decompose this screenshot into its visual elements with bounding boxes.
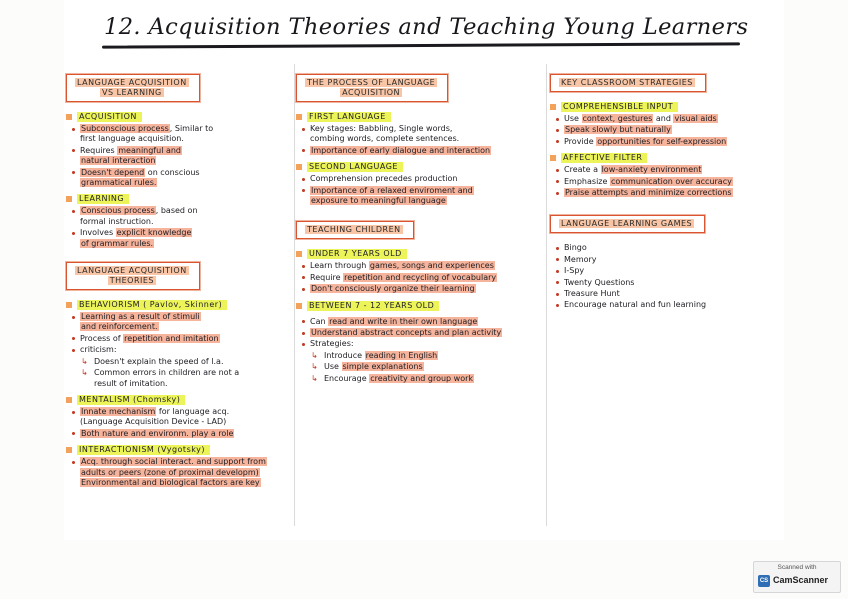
heading-language-games: LANGUAGE LEARNING GAMES <box>550 215 705 233</box>
subheading-under-7: UNDER 7 YEARS OLD <box>296 249 544 259</box>
list-item: Conscious process, based on formal instruction. <box>80 206 294 227</box>
heading-teaching-children: TEACHING CHILDREN <box>296 221 414 239</box>
mentalism-list <box>66 407 294 439</box>
column-divider <box>294 64 295 526</box>
list-item: Involves explicit knowledge of grammar rules. <box>80 228 294 249</box>
list-item: Emphasize communication over accuracy <box>564 177 782 187</box>
list-item: Praise attempts and minimize corrections <box>564 188 782 198</box>
square-bullet-icon <box>66 397 72 403</box>
list-item: Learning as a result of stimuli and reinforcement. <box>80 312 294 333</box>
list-item: Comprehension precedes production <box>310 174 544 184</box>
square-bullet-icon <box>296 114 302 120</box>
list-item: Doesn't depend on conscious grammatical rules. <box>80 168 294 189</box>
square-bullet-icon <box>550 104 556 110</box>
subheading-comprehensible-input: COMPREHENSIBLE INPUT <box>550 102 782 112</box>
first-language-list <box>296 124 544 156</box>
camscanner-logo-icon: CS <box>758 575 770 587</box>
subheading-affective-filter: AFFECTIVE FILTER <box>550 153 782 163</box>
square-bullet-icon <box>66 302 72 308</box>
list-item: Memory <box>564 255 782 265</box>
list-item: Create a low-anxiety environment <box>564 165 782 175</box>
square-bullet-icon <box>66 447 72 453</box>
list-item: ↳ Doesn't explain the speed of l.a. <box>80 357 294 367</box>
subheading-behaviorism: BEHAVIORISM ( Pavlov, Skinner) <box>66 300 294 310</box>
list-item: criticism: <box>80 345 294 355</box>
list-item: Encourage natural and fun learning <box>564 300 782 310</box>
column-3 <box>550 62 782 312</box>
list-item: Key stages: Babbling, Single words, combing words, complete sentences. <box>310 124 544 145</box>
interactionism-list <box>66 457 294 488</box>
comprehensible-input-list <box>550 114 782 147</box>
learning-list <box>66 206 294 249</box>
square-bullet-icon <box>550 155 556 161</box>
square-bullet-icon <box>66 114 72 120</box>
games-list <box>550 243 782 310</box>
list-item: Strategies: <box>310 339 544 349</box>
heading-key-strategies: KEY CLASSROOM STRATEGIES <box>550 74 706 92</box>
list-item: Process of repetition and imitation <box>80 334 294 344</box>
list-item: Subconscious process, Similar to first language acquisition. <box>80 124 294 145</box>
list-item: Importance of early dialogue and interaction <box>310 146 544 156</box>
square-bullet-icon <box>66 196 72 202</box>
list-item: I-Spy <box>564 266 782 276</box>
strategies-list <box>296 351 544 384</box>
subheading-second-language: SECOND LANGUAGE <box>296 162 544 172</box>
square-bullet-icon <box>296 251 302 257</box>
subheading-acquisition: ACQUISITION <box>66 112 294 122</box>
subheading-first-language: FIRST LANGUAGE <box>296 112 544 122</box>
heading-acquisition-vs-learning: LANGUAGE ACQUISITION VS LEARNING <box>66 74 200 102</box>
subheading-mentalism: MENTALISM (Chomsky) <box>66 395 294 405</box>
list-item: Bingo <box>564 243 782 253</box>
list-item: ↳ Encourage creativity and group work <box>310 374 544 384</box>
subheading-learning: LEARNING <box>66 194 294 204</box>
list-item: Can read and write in their own language <box>310 317 544 327</box>
list-item: Don't consciously organize their learning <box>310 284 544 294</box>
affective-filter-list <box>550 165 782 198</box>
list-item: Acq. through social interact. and support from adults or peers (zone of proximal developm) Environmental and biological factors are key <box>80 457 294 488</box>
second-language-list <box>296 174 544 206</box>
square-bullet-icon <box>296 303 302 309</box>
7-to-12-list <box>296 317 544 350</box>
acquisition-list <box>66 124 294 188</box>
list-item: Use context, gestures and visual aids <box>564 114 782 124</box>
column-1 <box>66 62 294 489</box>
column-divider <box>546 64 547 526</box>
list-item: Importance of a relaxed enviroment and exposure to meaningful language <box>310 186 544 207</box>
square-bullet-icon <box>296 164 302 170</box>
heading-process-of-acquisition: THE PROCESS OF LANGUAGE ACQUISITION <box>296 74 448 102</box>
list-item: Require repetition and recycling of vocabulary <box>310 273 544 283</box>
list-item: Innate mechanism for language acq. (Language Acquisition Device - LAD) <box>80 407 294 428</box>
list-item: Provide opportunities for self-expression <box>564 137 782 147</box>
under-7-list <box>296 261 544 294</box>
list-item: Learn through games, songs and experiences <box>310 261 544 271</box>
list-item: Treasure Hunt <box>564 289 782 299</box>
list-item: Speak slowly but naturally <box>564 125 782 135</box>
list-item: Both nature and environm. play a role <box>80 429 294 439</box>
criticism-list <box>66 357 294 389</box>
list-item: ↳ Introduce reading in English <box>310 351 544 361</box>
subheading-interactionism: INTERACTIONISM (Vygotsky) <box>66 445 294 455</box>
behaviorism-list <box>66 312 294 356</box>
list-item: ↳ Common errors in children are not a result of imitation. <box>80 368 294 389</box>
page-title: 12. Acquisition Theories and Teaching Young Learners <box>104 14 749 40</box>
list-item: Understand abstract concepts and plan activity <box>310 328 544 338</box>
list-item: ↳ Use simple explanations <box>310 362 544 372</box>
column-2 <box>296 62 544 385</box>
list-item: Requires meaningful and natural interaction <box>80 146 294 167</box>
heading-acquisition-theories: LANGUAGE ACQUISITION THEORIES <box>66 262 200 290</box>
camscanner-watermark: Scanned with CS CamScanner <box>753 561 841 593</box>
list-item: Twenty Questions <box>564 278 782 288</box>
subheading-7-to-12: BETWEEN 7 - 12 YEARS OLD <box>296 301 544 311</box>
